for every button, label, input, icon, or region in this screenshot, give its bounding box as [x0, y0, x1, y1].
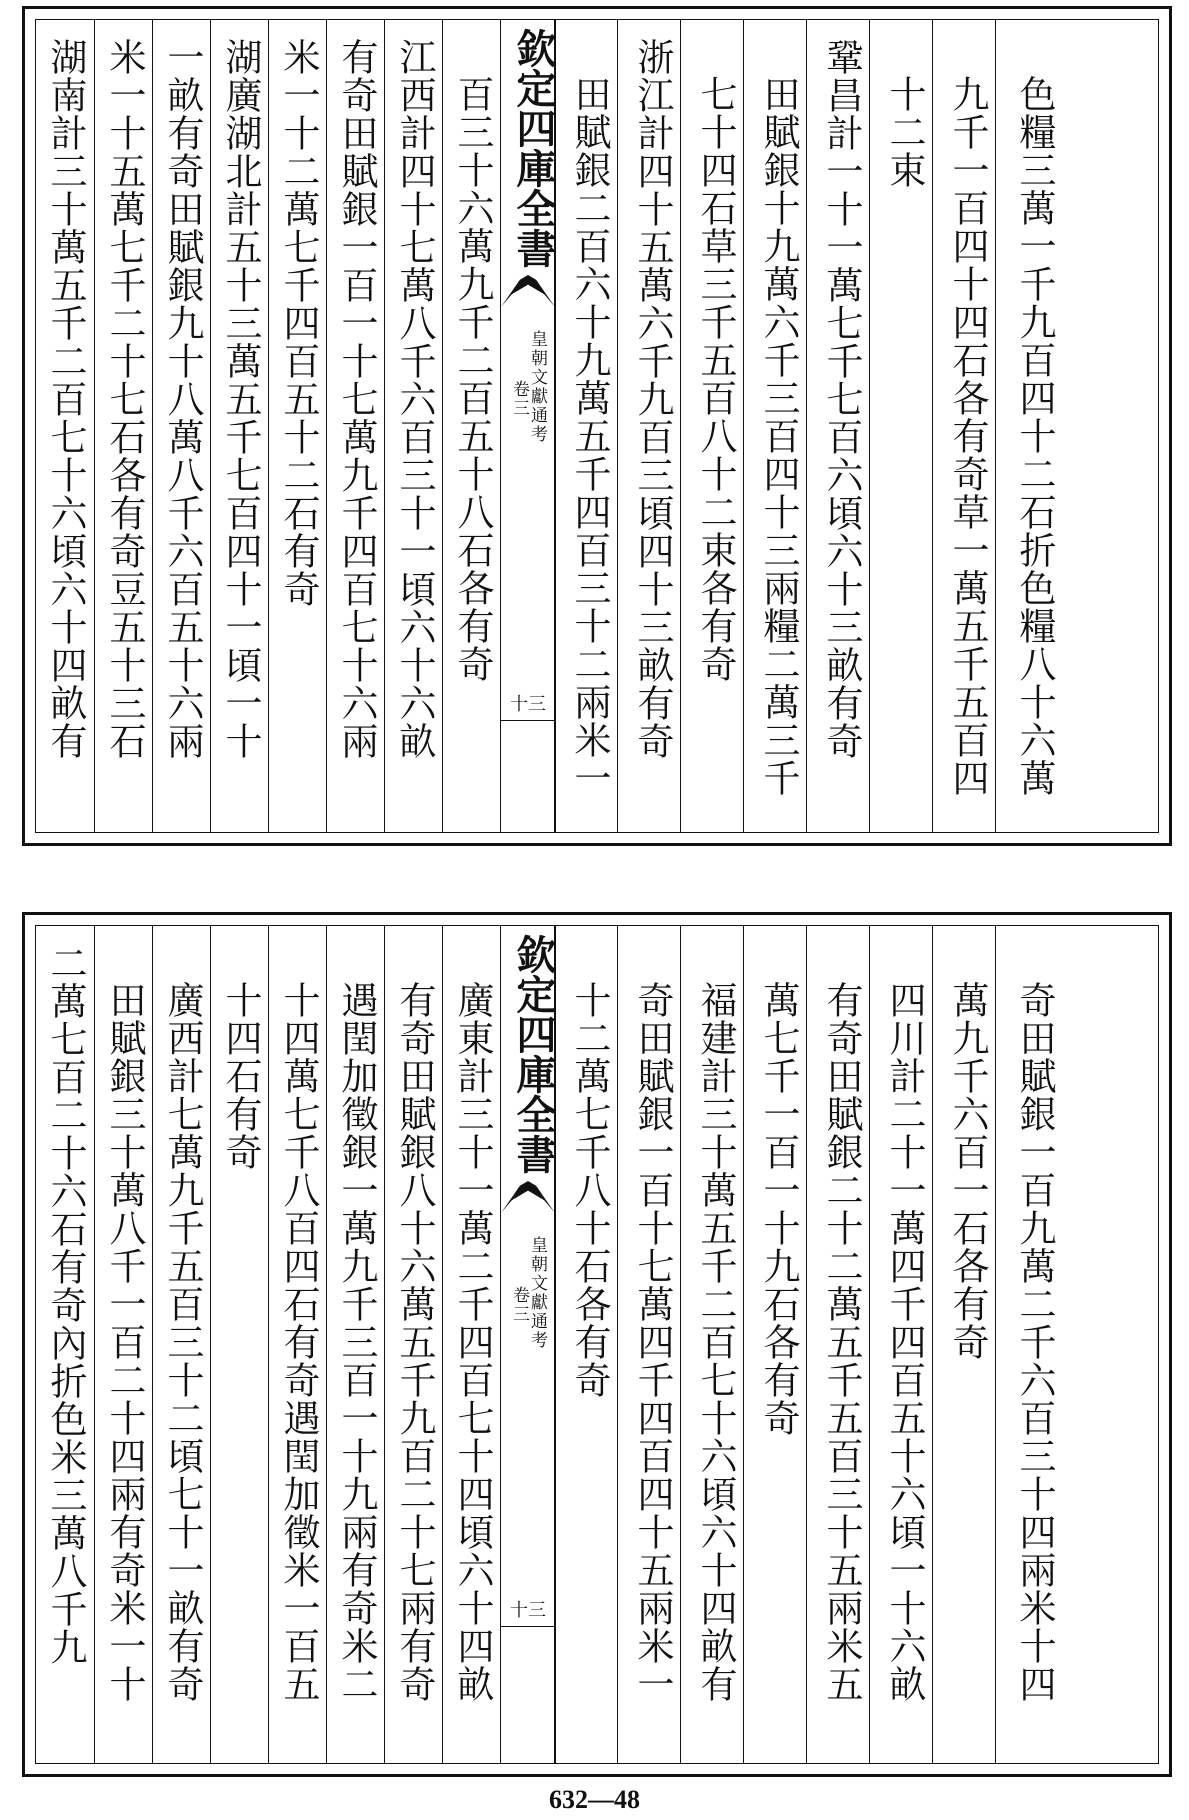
- text-column: [36, 20, 94, 832]
- fold-title: 欽定四庫全書: [510, 28, 557, 268]
- text-column: [743, 926, 807, 1763]
- column-text: 有奇田賦銀一百一十七萬九千四百七十六兩: [335, 38, 378, 760]
- column-text: 十四萬七千八百四石有奇遇閏加徵米一百五: [277, 981, 320, 1703]
- center-fold: [500, 926, 556, 1763]
- column-text: 萬七千一百一十九石各有奇: [757, 981, 800, 1437]
- fish-tail-ornament: [501, 275, 555, 307]
- fold-title: 欽定四庫全書: [510, 934, 557, 1174]
- text-column: [995, 926, 1063, 1763]
- center-fold: [500, 20, 556, 832]
- column-text: 鞏昌計一十一萬七千七百六頃六十三畝有奇: [820, 38, 863, 760]
- column-text: 田賦銀十九萬六千三百四十三兩糧二萬三千: [757, 75, 800, 797]
- text-column: [617, 926, 681, 1763]
- column-text: 田賦銀三十萬八千一百二十四兩有奇米一十: [103, 981, 146, 1703]
- fold-rule: [501, 720, 555, 721]
- text-column: [554, 926, 618, 1763]
- column-text: 湖廣湖北計五十三萬五千七百四十一頃一十: [219, 38, 262, 760]
- text-column: [680, 926, 744, 1763]
- column-text: 十四石有奇: [219, 981, 262, 1171]
- column-text: 奇田賦銀一百十七萬四千四百四十五兩米一: [631, 981, 674, 1703]
- text-column: [932, 926, 996, 1763]
- column-text: 二萬七百二十六石有奇內折色米三萬八千九: [44, 944, 87, 1666]
- text-column: [442, 20, 501, 832]
- column-text: 十二束: [883, 75, 926, 189]
- column-text: 湖南計三十萬五千二百七十六頃六十四畝有: [44, 38, 87, 760]
- text-column: [442, 926, 501, 1763]
- column-text: 七十四石草三千五百八十二束各有奇: [694, 75, 737, 683]
- text-column: [268, 20, 327, 832]
- text-column: [326, 20, 385, 832]
- text-column: [36, 926, 94, 1763]
- text-column: [680, 20, 744, 832]
- lower-page-frame: [35, 925, 1159, 1764]
- column-text: 浙江計四十五萬六千九百三頃四十三畝有奇: [631, 38, 674, 760]
- column-text: 廣西計七萬九千五百三十二頃七十一畝有奇: [161, 981, 204, 1703]
- text-column: [554, 20, 618, 832]
- upper-page-frame: [35, 19, 1159, 833]
- text-column: [94, 20, 153, 832]
- text-column: [869, 20, 933, 832]
- fold-book-title: 皇朝文獻通考: [527, 1236, 547, 1350]
- column-text: 百三十六萬九千二百五十八石各有奇: [451, 75, 494, 683]
- column-text: 一畝有奇田賦銀九十八萬八千六百五十六兩: [161, 38, 204, 760]
- text-column: [152, 926, 211, 1763]
- column-text: 米一十二萬七千四百五十二石有奇: [277, 38, 320, 608]
- text-column: [869, 926, 933, 1763]
- column-text: 江西計四十七萬八千六百三十一頃六十六畝: [393, 38, 436, 760]
- column-text: 遇閏加徵銀一萬九千三百一十九兩有奇米二: [335, 981, 378, 1703]
- column-text: 九千一百四十四石各有奇草一萬五千五百四: [946, 75, 989, 797]
- column-text: 色糧三萬一千九百四十二石折色糧八十六萬: [1013, 75, 1056, 797]
- column-text: 有奇田賦銀八十六萬五千九百二十七兩有奇: [393, 981, 436, 1703]
- text-column: [932, 20, 996, 832]
- text-column: [806, 20, 870, 832]
- text-column: [210, 926, 269, 1763]
- page-number: 632—48: [549, 1785, 640, 1814]
- text-column: [806, 926, 870, 1763]
- fold-book-title: 皇朝文獻通考: [527, 330, 547, 444]
- column-text: 萬九千六百一石各有奇: [946, 981, 989, 1361]
- fold-juan: 卷三: [509, 380, 529, 418]
- fish-tail-ornament: [501, 1181, 555, 1213]
- text-column: [152, 20, 211, 832]
- text-column: [94, 926, 153, 1763]
- column-text: 十二萬七千八十石各有奇: [568, 981, 611, 1399]
- column-text: 田賦銀二百六十九萬五千四百三十二兩米一: [568, 75, 611, 797]
- column-text: 奇田賦銀一百九萬二千六百三十四兩米十四: [1013, 981, 1056, 1703]
- column-text: 米一十五萬七千二十七石各有奇豆五十三石: [103, 38, 146, 760]
- text-column: [384, 20, 443, 832]
- text-column: [384, 926, 443, 1763]
- text-column: [743, 20, 807, 832]
- lower-page: [22, 912, 1172, 1777]
- fold-leaf-number: 十三: [510, 694, 546, 715]
- fold-rule: [501, 1626, 555, 1627]
- upper-page: [22, 6, 1172, 846]
- column-text: 福建計三十萬五千二百七十六頃六十四畝有: [694, 981, 737, 1703]
- column-text: 廣東計三十一萬二千四百七十四頃六十四畝: [451, 981, 494, 1703]
- text-column: [210, 20, 269, 832]
- text-column: [326, 926, 385, 1763]
- text-column: [268, 926, 327, 1763]
- fold-juan: 卷三: [509, 1286, 529, 1324]
- fold-leaf-number: 十三: [510, 1600, 546, 1621]
- text-column: [617, 20, 681, 832]
- column-text: 有奇田賦銀二十二萬五千五百三十五兩米五: [820, 981, 863, 1703]
- column-text: 四川計二十一萬四千四百五十六頃一十六畝: [883, 981, 926, 1703]
- text-column: [995, 20, 1063, 832]
